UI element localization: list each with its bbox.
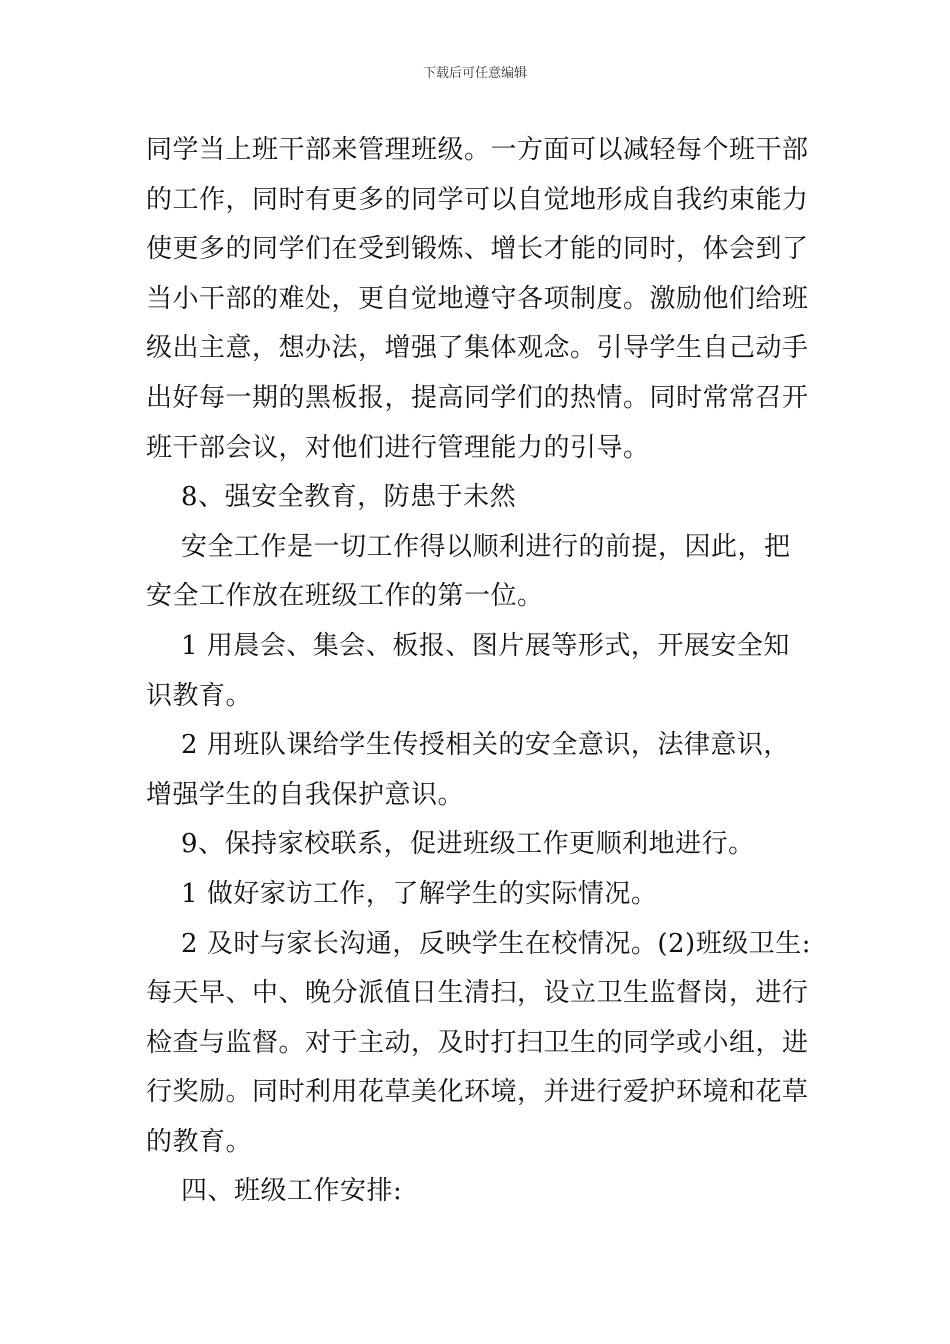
text-line: 出好每一期的黑板报，提高同学们的热情。同时常常召开 <box>146 382 809 413</box>
section-heading-8: 8、强安全教育，防患于未然 <box>146 482 517 513</box>
text-line: 同学当上班干部来管理班级。一方面可以减轻每个班干部 <box>146 135 809 165</box>
text-line: 2 用班队课给学生传授相关的安全意识，法律意识， <box>146 730 790 761</box>
document-body <box>146 126 818 1217</box>
text-line: 使更多的同学们在受到锻炼、增长才能的同时，体会到了 <box>146 234 809 265</box>
section-heading-9: 9、保持家校联系，促进班级工作更顺利地进行。 <box>146 829 755 860</box>
text-line: 行奖励。同时利用花草美化环境，并进行爱护环境和花草 <box>146 1077 809 1108</box>
text-line: 1 做好家访工作，了解学生的实际情况。 <box>146 878 658 909</box>
text-line: 级出主意，想办法，增强了集体观念。引导学生自己动手 <box>146 333 809 364</box>
text-line: 的教育。 <box>146 1126 253 1157</box>
page-header: 下载后可任意编辑 <box>422 66 527 81</box>
text-line: 安全工作放在班级工作的第一位。 <box>146 581 544 612</box>
text-line: 班干部会议，对他们进行管理能力的引导。 <box>146 432 650 463</box>
text-line: 的工作，同时有更多的同学可以自觉地形成自我约束能力 <box>146 184 809 215</box>
text-line: 2 及时与家长沟通，反映学生在校情况。(2)班级卫生: <box>146 928 811 959</box>
text-line: 当小干部的难处，更自觉地遵守各项制度。激励他们给班 <box>146 283 809 314</box>
text-line: 1 用晨会、集会、板报、图片展等形式，开展安全知 <box>146 630 790 661</box>
text-line: 增强学生的自我保护意识。 <box>146 779 465 810</box>
text-line: 安全工作是一切工作得以顺利进行的前提，因此，把 <box>146 531 791 562</box>
text-line: 检查与监督。对于主动，及时打扫卫生的同学或小组，进 <box>146 1027 809 1058</box>
text-line: 每天早、中、晚分派值日生清扫，设立卫生监督岗，进行 <box>146 978 809 1009</box>
text-line: 识教育。 <box>146 680 253 711</box>
section-heading-4: 四、班级工作安排: <box>146 1176 403 1207</box>
